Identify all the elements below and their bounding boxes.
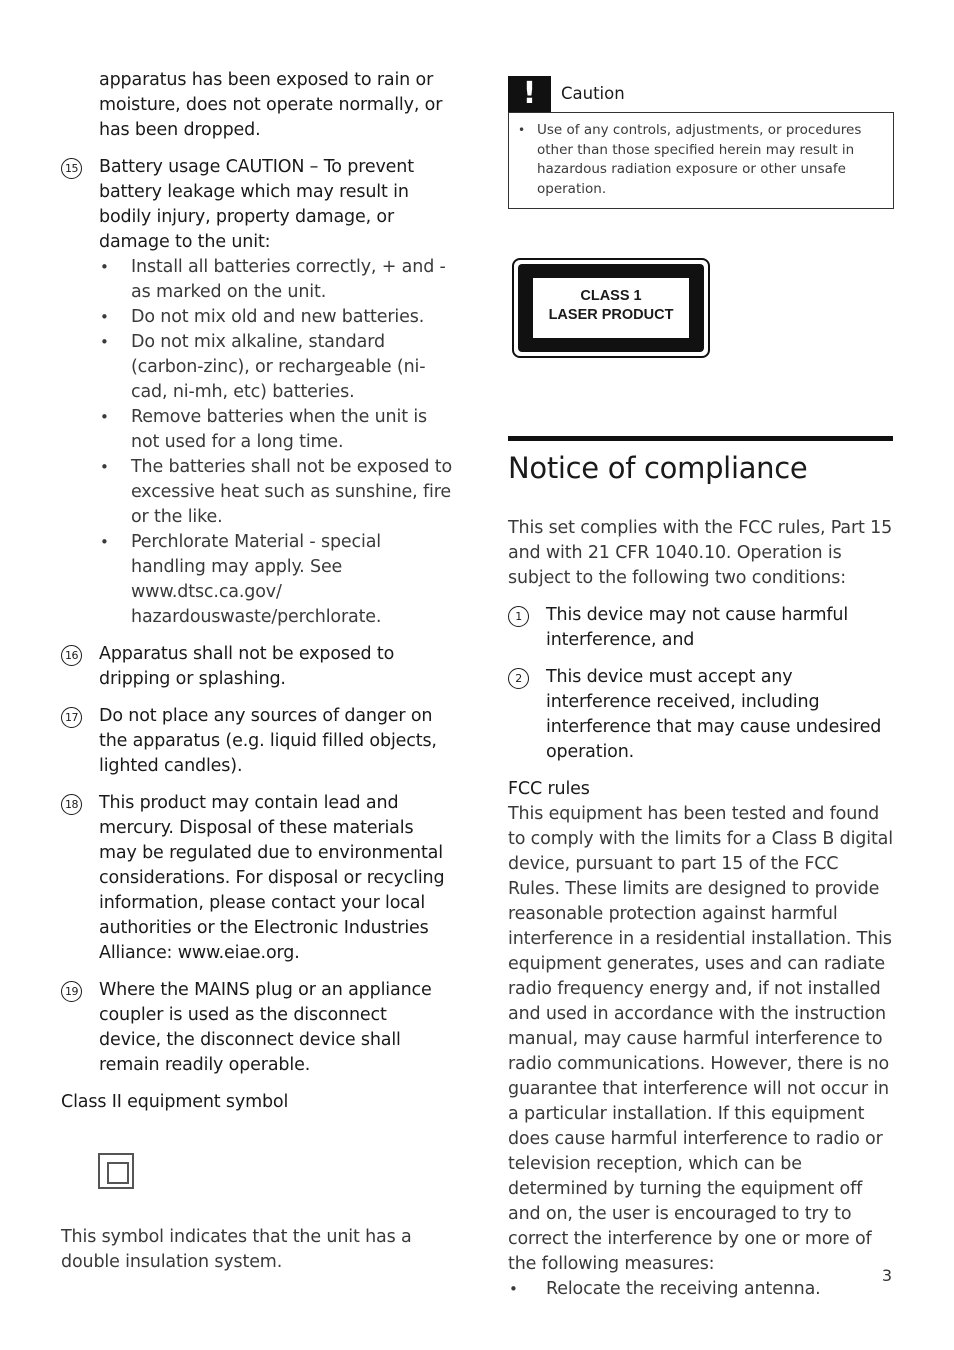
item-text: Apparatus shall not be exposed to dripping or splashing. (99, 644, 395, 689)
list-item: • Use of any controls, adjustments, or procedures other than those specified herein may result in hazardous radiation exposure or other unsafe operation. (517, 121, 883, 199)
item-text: Do not place any sources of danger on the apparatus (e.g. liquid filled objects, lighted candles). (99, 706, 437, 776)
fcc-rules-body: This equipment has been tested and found to comply with the limits for a Class B digital device, pursuant to part 15 of the FCC Rules. These limits are designed to provide reasonable protection against harmful interference in a residential installation. This equipment generates, uses and can radiate radio frequency energy and, if not installed and used in accordance with the instruction manual, may cause harmful interference to radio communications. However, there is no guarantee that interference will not occur in a particular installation. If this equipment does cause harmful interference to radio or television reception, which can be determined by turning the equipment off and on, the user is encouraged to try to correct the interference by one or more of the following measures: (508, 804, 893, 1274)
item-text: Battery usage CAUTION – To prevent battery leakage which may result in bodily injury, property damage, or damage to the unit: (99, 157, 414, 252)
battery-bullet-list (99, 255, 453, 630)
laser-product-text: LASER PRODUCT (548, 307, 674, 323)
list-item: • Perchlorate Material - special handling may apply. See www.dtsc.ca.gov/ hazardouswaste/perchlorate. (99, 530, 453, 630)
list-item: • Remove batteries when the unit is not used for a long time. (99, 405, 453, 455)
safety-item-16 (61, 642, 453, 692)
caution-box (508, 76, 894, 209)
safety-item-17 (61, 704, 453, 779)
fcc-measures-list (508, 1277, 894, 1302)
item-text: This device may not cause harmful interference, and (546, 605, 849, 650)
list-item: • Do not mix alkaline, standard (carbon-zinc), or rechargeable (ni-cad, ni-mh, etc) batteries. (99, 330, 453, 405)
list-item: • The batteries shall not be exposed to excessive heat such as sunshine, fire or the like. (99, 455, 453, 530)
safety-item-15 (61, 155, 453, 630)
laser-product-label (512, 258, 710, 358)
list-item: • Install all batteries correctly, + and - as marked on the unit. (99, 255, 453, 305)
list-item: • Relocate the receiving antenna. (508, 1277, 894, 1302)
condition-item-2 (508, 665, 894, 765)
item-text: This product may contain lead and mercury. Disposal of these materials may be regulated due to environmental considerations. For disposal or recycling information, please contact your local authorities or the Electronic Industries Alliance: www.eiae.org. (99, 793, 445, 963)
item-text: Where the MAINS plug or an appliance coupler is used as the disconnect device, the disconnect device shall remain readily operable. (99, 980, 432, 1075)
continuation-text: apparatus has been exposed to rain or moisture, does not operate normally, or has been dropped. (99, 70, 443, 140)
fcc-rules-title: FCC rules (508, 779, 590, 799)
class2-description: This symbol indicates that the unit has a double insulation system. (61, 1227, 412, 1272)
caution-body (508, 112, 894, 209)
caution-title: Caution (561, 84, 625, 103)
item-number-circle: 17 (61, 707, 82, 728)
left-column (61, 68, 453, 1275)
compliance-intro: This set complies with the FCC rules, Part 15 and with 21 CFR 1040.10. Operation is subject to the following two conditions: (508, 518, 893, 588)
safety-item-18 (61, 791, 453, 966)
item-number-circle: 19 (61, 981, 82, 1002)
item-text: This device must accept any interference received, including interference that may cause undesired operation. (546, 667, 882, 762)
safety-item-19 (61, 978, 453, 1078)
laser-class-text: CLASS 1 (580, 288, 642, 304)
item-number-circle: 18 (61, 794, 82, 815)
class2-symbol-icon (98, 1153, 134, 1189)
class2-label: Class II equipment symbol (61, 1092, 289, 1112)
section-divider (508, 436, 893, 441)
item-number-circle: 15 (61, 158, 82, 179)
condition-item-1 (508, 603, 894, 653)
item-number-circle: 1 (508, 606, 529, 627)
exclamation-icon: ! (508, 76, 551, 112)
list-item: • Do not mix old and new batteries. (99, 305, 453, 330)
right-column (508, 76, 894, 1302)
caution-header (508, 76, 894, 112)
item-number-circle: 2 (508, 668, 529, 689)
section-heading: Notice of compliance (508, 451, 808, 485)
page-number: 3 (881, 1266, 892, 1285)
item-number-circle: 16 (61, 645, 82, 666)
